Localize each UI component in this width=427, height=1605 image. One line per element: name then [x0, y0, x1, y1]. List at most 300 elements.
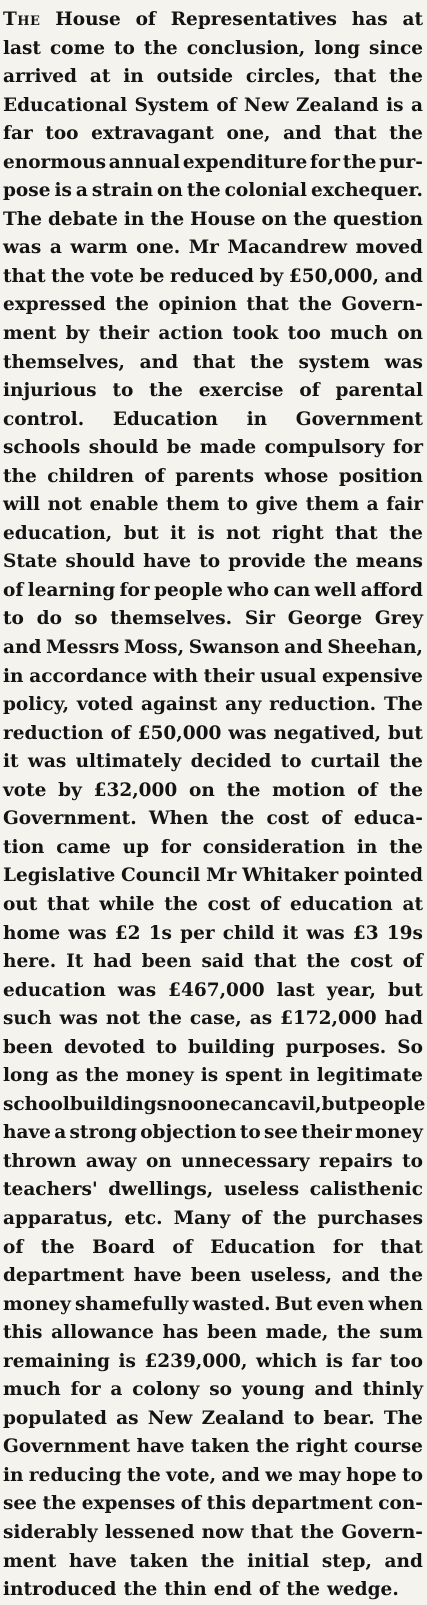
- article-word: in: [123, 208, 145, 230]
- article-word: of: [258, 1579, 280, 1601]
- article-line: [3, 1319, 423, 1348]
- article-word: to: [156, 1036, 177, 1058]
- article-word: and: [139, 351, 179, 373]
- article-word: enable: [89, 494, 159, 516]
- article-word: long: [314, 37, 361, 59]
- article-word: now: [201, 1521, 244, 1543]
- article-line: [3, 377, 423, 406]
- article-line: [3, 1005, 423, 1034]
- article-word: the: [226, 779, 261, 801]
- article-word: cost: [350, 951, 393, 973]
- article-word: in: [3, 665, 24, 687]
- article-word: home: [3, 922, 61, 944]
- article-word: a: [366, 494, 379, 516]
- article-word: was: [306, 922, 345, 944]
- article-word: £50,000,: [288, 265, 379, 287]
- article-word: the: [293, 208, 328, 230]
- article-word: was: [68, 922, 107, 944]
- article-line: [3, 35, 423, 64]
- article-word: outside: [156, 66, 234, 88]
- article-word: be: [166, 437, 192, 459]
- article-word: to: [293, 1407, 315, 1429]
- article-word: well: [314, 579, 357, 601]
- article-word: can: [273, 579, 311, 601]
- article-word: State: [3, 551, 58, 573]
- article-word: the: [143, 37, 178, 59]
- article-word: New: [244, 94, 289, 116]
- article-word: the: [186, 180, 221, 202]
- article-line: [3, 1405, 423, 1434]
- article-word: a: [110, 1379, 123, 1401]
- article-word: Mr: [206, 865, 237, 887]
- article-word: of: [402, 951, 423, 973]
- article-word: the: [115, 294, 149, 316]
- article-word: expenditure: [182, 151, 308, 173]
- article-word: Educational: [3, 94, 128, 116]
- article-line: [3, 1148, 423, 1177]
- article-word: have: [133, 1265, 182, 1287]
- article-word: ment: [3, 323, 57, 345]
- article-word: money: [125, 1065, 194, 1087]
- article-word: money: [3, 1293, 71, 1315]
- article-word: that: [253, 951, 297, 973]
- article-word: usual: [259, 665, 317, 687]
- article-word: whose: [264, 465, 329, 487]
- article-word: in: [246, 408, 268, 430]
- article-line: [3, 206, 423, 235]
- article-word: right: [271, 522, 324, 544]
- article-word: ment: [3, 1550, 57, 1572]
- article-line: [3, 491, 423, 520]
- article-word: bear.: [323, 1407, 375, 1429]
- article-word: the: [40, 1236, 75, 1258]
- article-word: been: [3, 1036, 53, 1058]
- article-word: House: [190, 208, 256, 230]
- article-word: to: [402, 1150, 423, 1172]
- article-word: not: [226, 522, 261, 544]
- article-line: [3, 805, 423, 834]
- article-word: much: [3, 1379, 61, 1401]
- article-word: wedge.: [326, 1579, 399, 1601]
- article-word: reduced: [170, 265, 254, 287]
- article-word: one.: [136, 237, 181, 259]
- article-word: with: [152, 665, 198, 687]
- article-word: been: [141, 951, 192, 973]
- article-word: it: [170, 522, 186, 544]
- article-word: of: [3, 579, 24, 601]
- article-word: but: [321, 1093, 357, 1115]
- article-word: any: [225, 694, 262, 716]
- article-line: [3, 1291, 423, 1320]
- article-line: [3, 920, 423, 949]
- article-word: and: [3, 637, 42, 659]
- article-word: much: [330, 323, 388, 345]
- article-word: education: [289, 893, 393, 915]
- article-line: [3, 1548, 423, 1577]
- article-word: was: [117, 979, 157, 1001]
- article-word: legitimate: [316, 1065, 423, 1087]
- article-word: took: [232, 323, 279, 345]
- article-word: Macandrew: [227, 237, 348, 259]
- article-word: pur-: [379, 151, 423, 173]
- article-word: control.: [3, 408, 85, 430]
- article-word: is: [54, 180, 72, 202]
- article-word: for: [309, 151, 340, 173]
- article-word: Mr: [188, 237, 219, 259]
- article-word: the: [389, 751, 423, 773]
- article-word: have: [68, 1550, 117, 1572]
- article-word: the: [286, 1579, 320, 1601]
- article-word: expressed: [3, 294, 106, 316]
- article-line: [3, 691, 423, 720]
- article-word: £32,000: [93, 779, 178, 801]
- article-word: Grey: [374, 608, 423, 630]
- article-word: them: [166, 494, 220, 516]
- article-line: [3, 263, 423, 292]
- article-word: and: [384, 1550, 423, 1572]
- article-word: the: [255, 1436, 290, 1458]
- article-word: the: [389, 836, 423, 858]
- article-word: teachers': [3, 1179, 98, 1201]
- article-line: [3, 1376, 423, 1405]
- article-word: see: [3, 1493, 37, 1515]
- article-word: for: [119, 579, 150, 601]
- article-word: Swanson: [188, 637, 280, 659]
- article-word: enormous: [3, 151, 107, 173]
- article-word: a: [54, 1122, 67, 1144]
- article-line: [3, 862, 423, 891]
- article-line: [3, 6, 423, 35]
- article-line: [3, 948, 423, 977]
- article-word: that: [47, 893, 90, 915]
- article-word: The: [3, 208, 42, 230]
- article-word: annual: [108, 151, 181, 173]
- article-word: case,: [189, 1008, 242, 1030]
- article-word: is: [118, 1350, 136, 1372]
- article-word: by: [65, 323, 90, 345]
- article-word: on: [145, 1150, 172, 1172]
- article-word: child: [222, 922, 275, 944]
- article-word: pose: [3, 180, 51, 202]
- article-word: £50,000: [137, 722, 222, 744]
- article-word: last: [3, 37, 41, 59]
- article-line: [3, 234, 423, 263]
- article-word: by: [259, 265, 284, 287]
- article-word: opinion: [158, 294, 237, 316]
- article-word: repairs: [319, 1150, 393, 1172]
- article-word: System: [134, 94, 209, 116]
- article-word: action: [158, 323, 224, 345]
- article-line: [3, 1205, 423, 1234]
- article-word: Zealand: [296, 94, 379, 116]
- article-word: as: [55, 1065, 79, 1087]
- article-line: [3, 1519, 423, 1548]
- article-word: But: [274, 1293, 313, 1315]
- article-lead-word: The: [3, 9, 41, 30]
- article-word: £172,000: [280, 1008, 377, 1030]
- article-line: [3, 406, 423, 435]
- article-word: The: [383, 1407, 423, 1429]
- article-word: £3: [352, 922, 379, 944]
- article-word: one,: [226, 123, 271, 145]
- article-word: up: [122, 836, 150, 858]
- article-word: been: [207, 1322, 257, 1344]
- article-word: When: [148, 808, 209, 830]
- article-word: on: [189, 779, 215, 801]
- article-word: not: [105, 1008, 141, 1030]
- article-word: should: [88, 437, 159, 459]
- article-word: Government: [3, 1436, 131, 1458]
- article-word: per: [180, 922, 215, 944]
- article-word: the: [164, 893, 198, 915]
- article-word: of: [3, 1236, 24, 1258]
- article-word: purchases: [317, 1207, 423, 1229]
- article-word: for: [70, 1379, 101, 1401]
- article-word: Whitaker: [242, 865, 339, 887]
- article-word: taken: [129, 1550, 189, 1572]
- article-word: on: [397, 323, 423, 345]
- article-word: of: [172, 1236, 193, 1258]
- article-word: 1s: [148, 922, 172, 944]
- article-word: far: [3, 123, 33, 145]
- article-word: and: [384, 265, 423, 287]
- article-word: course: [353, 1436, 423, 1458]
- article-word: expensive: [322, 665, 423, 687]
- article-word: here.: [3, 951, 57, 973]
- article-word: has: [162, 1322, 199, 1344]
- article-word: debate: [47, 208, 118, 230]
- article-word: in: [3, 1464, 24, 1486]
- article-word: calisthenic: [309, 1179, 423, 1201]
- article-word: a: [49, 237, 62, 259]
- article-line: [3, 1034, 423, 1063]
- article-word: arrived: [3, 66, 77, 88]
- article-word: will: [3, 494, 41, 516]
- article-word: Govern-: [341, 1521, 423, 1543]
- article-word: that: [192, 351, 236, 373]
- article-word: Many: [173, 1207, 231, 1229]
- article-word: that: [380, 1236, 423, 1258]
- article-word: a: [410, 94, 423, 116]
- article-word: vote: [3, 779, 47, 801]
- article-line: [3, 1119, 423, 1148]
- article-word: Council: [121, 865, 201, 887]
- article-word: thin: [164, 1579, 207, 1601]
- article-word: had: [93, 951, 132, 973]
- article-word: should: [65, 551, 135, 573]
- article-word: £2: [114, 922, 141, 944]
- article-word: circles,: [245, 66, 321, 88]
- article-word: the: [85, 1065, 119, 1087]
- article-word: we: [265, 1464, 293, 1486]
- article-line: [3, 1062, 423, 1091]
- article-word: came: [56, 836, 111, 858]
- article-word: conclusion,: [186, 37, 306, 59]
- article-word: last: [276, 979, 315, 1001]
- article-word: but: [388, 722, 423, 744]
- article-word: it: [3, 751, 19, 773]
- article-word: year,: [326, 979, 376, 1001]
- article-word: shamefully: [75, 1293, 189, 1315]
- article-line: [3, 1091, 426, 1120]
- article-word: on: [261, 208, 288, 230]
- article-word: curtail: [310, 751, 380, 773]
- article-line: [3, 92, 423, 121]
- article-word: to: [239, 1122, 261, 1144]
- article-word: moved: [355, 237, 423, 259]
- article-word: at: [402, 9, 423, 30]
- article-word: the: [313, 551, 348, 573]
- article-word: and: [314, 1379, 353, 1401]
- article-word: school: [3, 1093, 70, 1115]
- article-word: it: [282, 922, 299, 944]
- article-word: far: [351, 1350, 382, 1372]
- article-word: that: [250, 1521, 294, 1543]
- article-word: the: [298, 294, 333, 316]
- article-line: [3, 1576, 423, 1605]
- article-word: end: [213, 1579, 252, 1601]
- article-word: and: [341, 1265, 380, 1287]
- article-word: themselves.: [110, 608, 233, 630]
- article-word: colonial: [224, 180, 308, 202]
- article-word: Sheehan,: [327, 637, 423, 659]
- article-word: building: [187, 1036, 275, 1058]
- article-word: question: [333, 208, 423, 230]
- article-word: as: [249, 1008, 273, 1030]
- article-line: [3, 320, 423, 349]
- article-word: unnecessary: [181, 1150, 310, 1172]
- article-word: too: [287, 323, 321, 345]
- article-word: of: [241, 1207, 262, 1229]
- article-word: vote: [90, 265, 134, 287]
- article-word: learning: [27, 579, 116, 601]
- article-word: compulsory: [264, 437, 385, 459]
- article-word: Government.: [3, 808, 137, 830]
- article-word: been: [191, 1265, 241, 1287]
- article-word: of: [110, 722, 131, 744]
- article-word: have: [136, 1436, 185, 1458]
- article-word: voted: [76, 694, 134, 716]
- article-word: their: [203, 665, 255, 687]
- article-word: for: [160, 836, 191, 858]
- article-line: [3, 577, 423, 606]
- article-word: useless,: [250, 1265, 333, 1287]
- article-word: 19s: [386, 922, 423, 944]
- article-word: to: [280, 751, 302, 773]
- article-line: [3, 463, 423, 492]
- article-word: It: [66, 951, 84, 973]
- article-line: [3, 605, 423, 634]
- article-word: strong: [69, 1122, 137, 1144]
- article-word: reducing: [28, 1464, 122, 1486]
- article-word: such: [3, 1008, 52, 1030]
- article-word: the: [220, 808, 255, 830]
- article-word: the: [149, 380, 183, 402]
- article-word: of: [216, 94, 237, 116]
- article-word: Govern-: [341, 294, 423, 316]
- article-word: Legislative: [3, 865, 116, 887]
- article-word: their: [98, 323, 150, 345]
- article-word: the: [272, 1207, 307, 1229]
- article-word: strain: [91, 180, 154, 202]
- article-word: against: [140, 694, 218, 716]
- article-word: decided: [190, 751, 272, 773]
- article-line: [3, 748, 423, 777]
- article-word: on: [157, 180, 183, 202]
- article-word: spent: [225, 1065, 283, 1087]
- article-word: devoted: [63, 1036, 146, 1058]
- article-word: the: [337, 1322, 371, 1344]
- article-word: out: [3, 893, 38, 915]
- article-line: [3, 434, 423, 463]
- article-word: motion: [272, 779, 346, 801]
- article-word: but: [123, 522, 159, 544]
- article-word: George: [287, 608, 363, 630]
- article-word: said: [201, 951, 244, 973]
- article-word: The: [383, 694, 423, 716]
- article-word: to: [3, 608, 24, 630]
- article-word: the: [306, 951, 341, 973]
- article-word: extravagant: [91, 123, 214, 145]
- article-line: [3, 634, 423, 663]
- article-word: since: [369, 37, 423, 59]
- article-word: hope: [346, 1464, 397, 1486]
- article-word: the: [51, 265, 85, 287]
- article-word: for: [332, 1236, 363, 1258]
- article-word: in: [356, 836, 378, 858]
- article-word: the: [389, 1265, 423, 1287]
- article-word: cost: [207, 893, 251, 915]
- article-word: children: [47, 465, 134, 487]
- article-word: was: [228, 722, 267, 744]
- article-line: [3, 520, 423, 549]
- article-word: money: [355, 1122, 423, 1144]
- article-word: this: [206, 1493, 247, 1515]
- article-word: to: [227, 494, 248, 516]
- article-word: pointed: [343, 865, 423, 887]
- article-line: [3, 349, 423, 378]
- article-word: was: [27, 751, 67, 773]
- article-word: Zealand: [201, 1407, 285, 1429]
- article-word: had: [384, 1008, 423, 1030]
- article-word: people: [356, 1093, 426, 1115]
- article-word: cavil,: [267, 1093, 322, 1115]
- article-word: is: [386, 94, 404, 116]
- article-word: too: [389, 1350, 423, 1372]
- article-word: made,: [265, 1322, 329, 1344]
- article-word: Education: [210, 1236, 316, 1258]
- article-word: Education: [112, 408, 218, 430]
- article-word: made: [199, 437, 257, 459]
- article-line: [3, 177, 423, 206]
- article-word: the: [126, 1464, 161, 1486]
- article-word: step,: [321, 1550, 372, 1572]
- article-word: buildings: [69, 1093, 168, 1115]
- article-word: while: [99, 893, 155, 915]
- article-word: young: [241, 1379, 305, 1401]
- article-word: for: [392, 437, 423, 459]
- article-word: warm: [70, 237, 128, 259]
- article-word: that: [246, 294, 289, 316]
- article-word: have: [143, 551, 192, 573]
- article-word: taken: [190, 1436, 250, 1458]
- article-line: [3, 777, 423, 806]
- article-word: reduction.: [269, 694, 377, 716]
- article-word: department: [251, 1493, 373, 1515]
- article-word: Representatives: [170, 9, 337, 30]
- article-line: [3, 1348, 423, 1377]
- article-line: [3, 720, 423, 749]
